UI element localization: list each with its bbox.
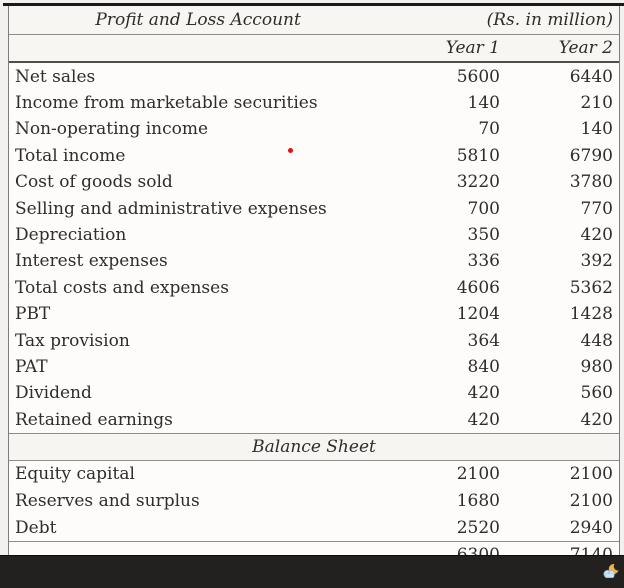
row-label: Interest expenses bbox=[15, 251, 168, 272]
row-label: Income from marketable securities bbox=[15, 93, 318, 114]
table-row bbox=[9, 169, 619, 195]
row-year2-value: 448 bbox=[580, 330, 613, 351]
row-label: Debt bbox=[15, 517, 57, 538]
row-year2-value: 770 bbox=[580, 198, 613, 219]
row-label: Equity capital bbox=[15, 464, 135, 485]
row-year2-value: 210 bbox=[580, 93, 613, 114]
row-label: PAT bbox=[15, 356, 48, 377]
table-row bbox=[9, 380, 619, 406]
table-row bbox=[9, 514, 619, 541]
row-year2-value: 420 bbox=[580, 225, 613, 245]
row-year1-value: 4606 bbox=[456, 277, 500, 298]
row-label: Depreciation bbox=[15, 225, 127, 245]
column-header-row bbox=[9, 35, 619, 64]
row-label: Cost of goods sold bbox=[15, 172, 173, 193]
row-year1-value: 420 bbox=[467, 383, 500, 404]
table-row bbox=[9, 301, 619, 327]
column-header-year2: Year 2 bbox=[558, 38, 613, 59]
table-row bbox=[9, 195, 619, 221]
row-year2-value: 980 bbox=[580, 356, 613, 377]
table-row bbox=[9, 63, 619, 89]
table-row bbox=[9, 248, 619, 274]
row-year2-value: 1428 bbox=[569, 304, 613, 325]
table-row bbox=[9, 407, 619, 433]
table-unit-label: (Rs. in million) bbox=[486, 9, 613, 30]
row-year2-value: 3780 bbox=[569, 172, 613, 193]
row-label: Net sales bbox=[15, 66, 96, 87]
row-year2-value: 6440 bbox=[569, 66, 613, 87]
row-year1-value: 2100 bbox=[456, 464, 500, 485]
row-year1-value: 3220 bbox=[456, 172, 500, 193]
taskbar bbox=[0, 555, 624, 588]
table-row bbox=[9, 222, 619, 248]
row-year2-value: 560 bbox=[580, 383, 613, 404]
row-year2-value: 2100 bbox=[569, 464, 613, 485]
row-year1-value: 140 bbox=[467, 93, 500, 114]
balance-sheet-section-title bbox=[9, 433, 619, 461]
row-year2-value: 140 bbox=[580, 119, 613, 140]
column-header-year1: Year 1 bbox=[445, 38, 500, 59]
row-year1-value: 364 bbox=[467, 330, 500, 351]
row-year1-value: 336 bbox=[467, 251, 500, 272]
balance-sheet-title-text: Balance Sheet bbox=[252, 436, 376, 457]
row-year1-value: 700 bbox=[467, 198, 500, 219]
row-year2-value: 6790 bbox=[569, 145, 613, 166]
row-year1-value: 5810 bbox=[456, 145, 500, 166]
row-year2-value: 5362 bbox=[569, 277, 613, 298]
row-label: PBT bbox=[15, 304, 51, 325]
table-row bbox=[9, 327, 619, 353]
row-year1-value: 1204 bbox=[456, 304, 500, 325]
table-row bbox=[9, 143, 619, 169]
row-year1-value: 5600 bbox=[456, 66, 500, 87]
row-year1-value: 1680 bbox=[456, 490, 500, 511]
table-title-row bbox=[9, 6, 619, 35]
table-row bbox=[9, 488, 619, 515]
row-year2-value: 392 bbox=[580, 251, 613, 272]
table-title: Profit and Loss Account bbox=[95, 9, 301, 30]
row-year1-value: 2520 bbox=[456, 517, 500, 538]
financial-statement-table bbox=[8, 6, 620, 568]
row-label: Dividend bbox=[15, 383, 92, 404]
row-label: Total income bbox=[15, 145, 126, 166]
table-row bbox=[9, 116, 619, 142]
weather-partly-cloudy-night-icon[interactable] bbox=[601, 563, 619, 580]
table-row bbox=[9, 461, 619, 488]
row-year2-value: 2100 bbox=[569, 490, 613, 511]
row-year2-value: 2940 bbox=[569, 517, 613, 538]
table-row bbox=[9, 275, 619, 301]
table-row bbox=[9, 90, 619, 116]
red-annotation-dot bbox=[288, 148, 293, 153]
row-label: Non-operating income bbox=[15, 119, 209, 140]
row-year2-value: 420 bbox=[580, 409, 613, 430]
row-year1-value: 350 bbox=[467, 225, 500, 245]
row-label: Retained earnings bbox=[15, 409, 173, 430]
row-year1-value: 70 bbox=[478, 119, 500, 140]
row-year1-value: 420 bbox=[467, 409, 500, 430]
row-label: Selling and administrative expenses bbox=[15, 198, 327, 219]
row-year1-value: 840 bbox=[467, 356, 500, 377]
row-label: Reserves and surplus bbox=[15, 490, 200, 511]
table-row bbox=[9, 354, 619, 380]
row-label: Tax provision bbox=[15, 330, 130, 351]
row-label: Total costs and expenses bbox=[15, 277, 229, 298]
